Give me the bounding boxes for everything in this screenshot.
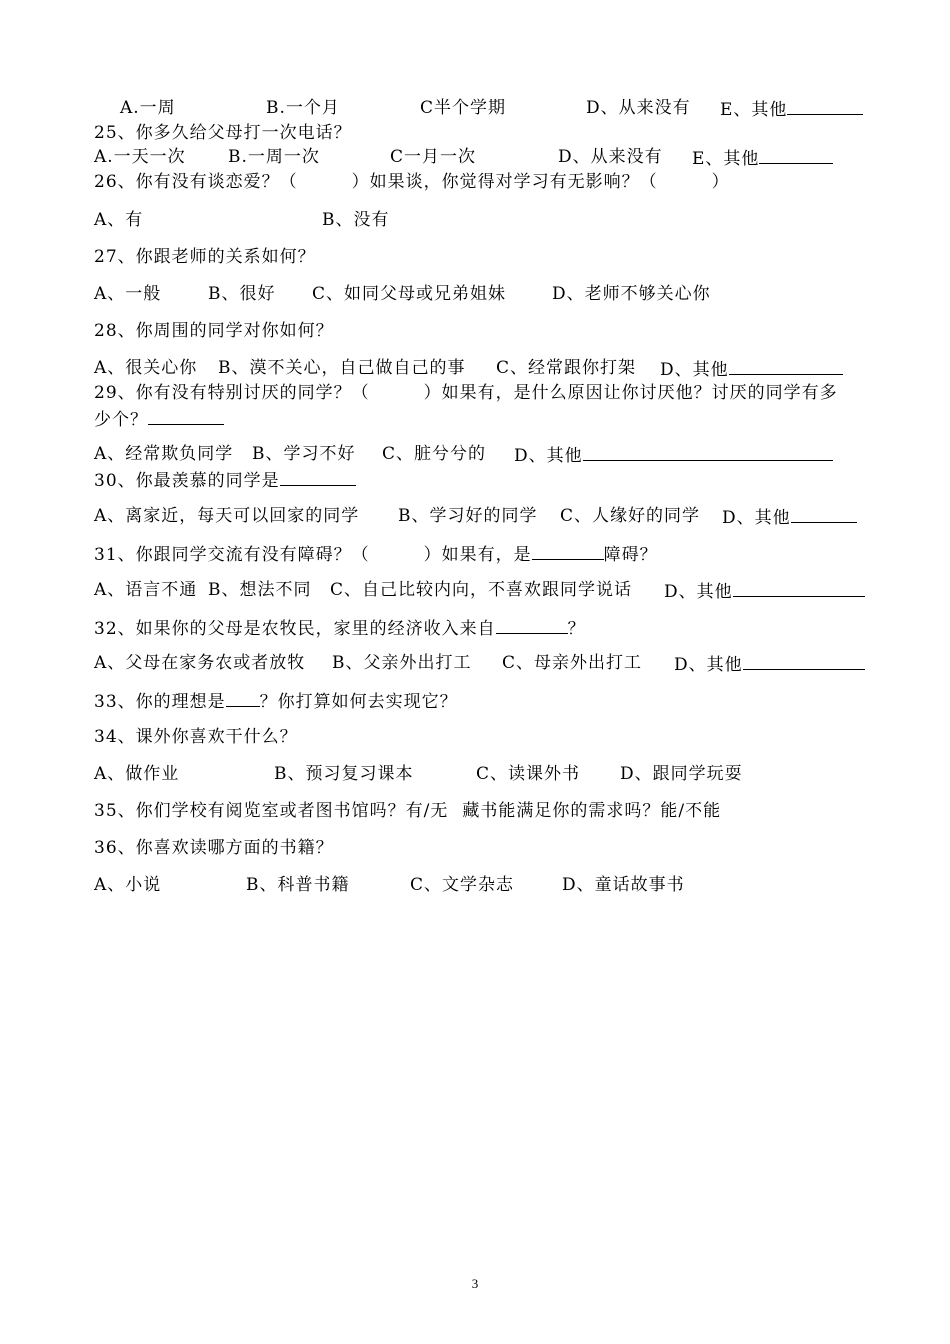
q30-option-d (722, 505, 857, 529)
q26-question (94, 171, 884, 193)
q24-option-d: D、从来没有 (586, 98, 691, 118)
q25-question: 25、你多久给父母打一次电话？ (94, 123, 352, 143)
q29-other-blank[interactable] (583, 443, 833, 461)
q31-option-d-label: D、其他 (664, 582, 733, 602)
q34-option-a: A、做作业 (94, 764, 180, 784)
q36-option-d: D、童话故事书 (562, 875, 685, 895)
q32-options (94, 652, 884, 674)
q35-text-1: 35、你们学校有阅览室或者图书馆吗？有/无 (94, 801, 449, 821)
q29-option-d-label: D、其他 (514, 446, 583, 466)
q31-text-2: ）如果有，是 (423, 545, 532, 565)
q29-question-line-1 (94, 382, 884, 404)
q26-option-b: B、没有 (322, 210, 390, 230)
q25-option-e (692, 146, 833, 170)
q27-options (94, 283, 884, 305)
q35-question (94, 800, 884, 822)
q28-option-d (660, 357, 843, 381)
q24-option-e-label: E、其他 (720, 100, 788, 120)
q30-option-d-label: D、其他 (722, 508, 791, 528)
q30-option-b: B、学习好的同学 (398, 506, 538, 526)
q28-question: 28、你周围的同学对你如何？ (94, 321, 334, 341)
q32-option-d (674, 652, 865, 676)
q31-question (94, 542, 884, 564)
q30-question (94, 468, 884, 490)
q31-text-1: 31、你跟同学交流有没有障碍？（ (94, 545, 370, 565)
q29-option-c: C、脏兮兮的 (382, 444, 487, 464)
q26-option-a: A、有 (94, 210, 144, 230)
q29-blank[interactable] (148, 407, 224, 425)
q36-options (94, 874, 884, 896)
q32-option-a: A、父母在家务农或者放牧 (94, 653, 306, 673)
q34-option-c: C、读课外书 (476, 764, 581, 784)
q32-option-c: C、母亲外出打工 (502, 653, 643, 673)
q28-option-b: B、漠不关心，自己做自己的事 (218, 358, 466, 378)
q28-option-a: A、很关心你 (94, 358, 198, 378)
q32-option-b: B、父亲外出打工 (332, 653, 472, 673)
q28-options (94, 357, 884, 379)
q30-blank[interactable] (280, 468, 356, 486)
q26-options (94, 209, 884, 231)
q36-option-c: C、文学杂志 (410, 875, 515, 895)
q29-text-3: 少个？ (94, 410, 148, 430)
q31-options (94, 579, 884, 601)
q31-option-d (664, 579, 865, 603)
q28-option-c: C、经常跟你打架 (496, 358, 637, 378)
q25-option-e-label: E、其他 (692, 149, 760, 169)
q29-option-d (514, 443, 833, 467)
q24-option-b: B.一个月 (266, 98, 340, 118)
q30-other-blank[interactable] (791, 505, 857, 523)
q25-option-c: C一月一次 (390, 147, 477, 167)
q28-blank[interactable] (729, 357, 843, 375)
q25-options (94, 146, 884, 168)
q29-options (94, 443, 884, 465)
page-number: 3 (471, 1276, 479, 1291)
q32-other-blank[interactable] (743, 652, 865, 670)
q24-option-e (720, 97, 863, 121)
q33-text-1: 33、你的理想是 (94, 692, 226, 712)
q25-option-d: D、从来没有 (558, 147, 663, 167)
q31-other-blank[interactable] (733, 579, 865, 597)
q30-option-a: A、离家近，每天可以回家的同学 (94, 506, 360, 526)
q25-option-a: A.一天一次 (94, 147, 186, 167)
q31-blank[interactable] (532, 542, 604, 560)
q32-question (94, 616, 884, 638)
q31-option-a: A、语言不通 (94, 580, 198, 600)
q26-text-2: ）如果谈，你觉得对学习有无影响？（ (351, 172, 658, 192)
q25-blank[interactable] (759, 146, 833, 164)
q29-option-b: B、学习不好 (252, 444, 356, 464)
q24-option-c: C半个学期 (420, 98, 507, 118)
q27-question: 27、你跟老师的关系如何？ (94, 247, 316, 267)
q36-option-a: A、小说 (94, 875, 162, 895)
q31-option-c: C、自己比较内向，不喜欢跟同学说话 (330, 580, 633, 600)
q27-option-d: D、老师不够关心你 (552, 284, 711, 304)
q32-option-d-label: D、其他 (674, 655, 743, 675)
q29-text-2: ）如果有，是什么原因让你讨厌他？讨厌的同学有多 (423, 383, 838, 403)
q35-text-2: 藏书能满足你的需求吗？能/不能 (462, 801, 722, 821)
q34-options (94, 763, 884, 785)
q26-text-3: ） (711, 172, 730, 192)
q36-option-b: B、科普书籍 (246, 875, 350, 895)
q36-question: 36、你喜欢读哪方面的书籍？ (94, 838, 334, 858)
q27-option-b: B、很好 (208, 284, 276, 304)
q32-blank[interactable] (496, 616, 568, 634)
q24-option-a: A.一周 (120, 98, 176, 118)
q31-text-3: 障碍？ (603, 545, 658, 565)
q30-text: 30、你最羡慕的同学是 (94, 471, 280, 491)
q33-text-2: ？你打算如何去实现它？ (259, 692, 458, 712)
q24-options (94, 97, 884, 119)
q34-option-d: D、跟同学玩耍 (620, 764, 743, 784)
q31-option-b: B、想法不同 (208, 580, 312, 600)
q34-option-b: B、预习复习课本 (274, 764, 414, 784)
q33-question (94, 689, 884, 711)
q32-text-2: ？ (567, 619, 586, 639)
q27-option-a: A、一般 (94, 284, 162, 304)
q29-option-a: A、经常欺负同学 (94, 444, 234, 464)
q26-text-1: 26、你有没有谈恋爱？（ (94, 172, 298, 192)
q29-question-line-2 (94, 407, 884, 429)
q32-text-1: 32、如果你的父母是农牧民，家里的经济收入来自 (94, 619, 496, 639)
q30-options (94, 505, 884, 527)
q27-option-c: C、如同父母或兄弟姐妹 (312, 284, 507, 304)
q24-blank[interactable] (787, 97, 863, 115)
q33-blank[interactable] (226, 689, 260, 707)
q30-option-c: C、人缘好的同学 (560, 506, 701, 526)
q28-option-d-label: D、其他 (660, 360, 729, 380)
q29-text-1: 29、你有没有特别讨厌的同学？（ (94, 383, 370, 403)
q34-question: 34、课外你喜欢干什么？ (94, 727, 298, 747)
q25-option-b: B.一周一次 (228, 147, 320, 167)
